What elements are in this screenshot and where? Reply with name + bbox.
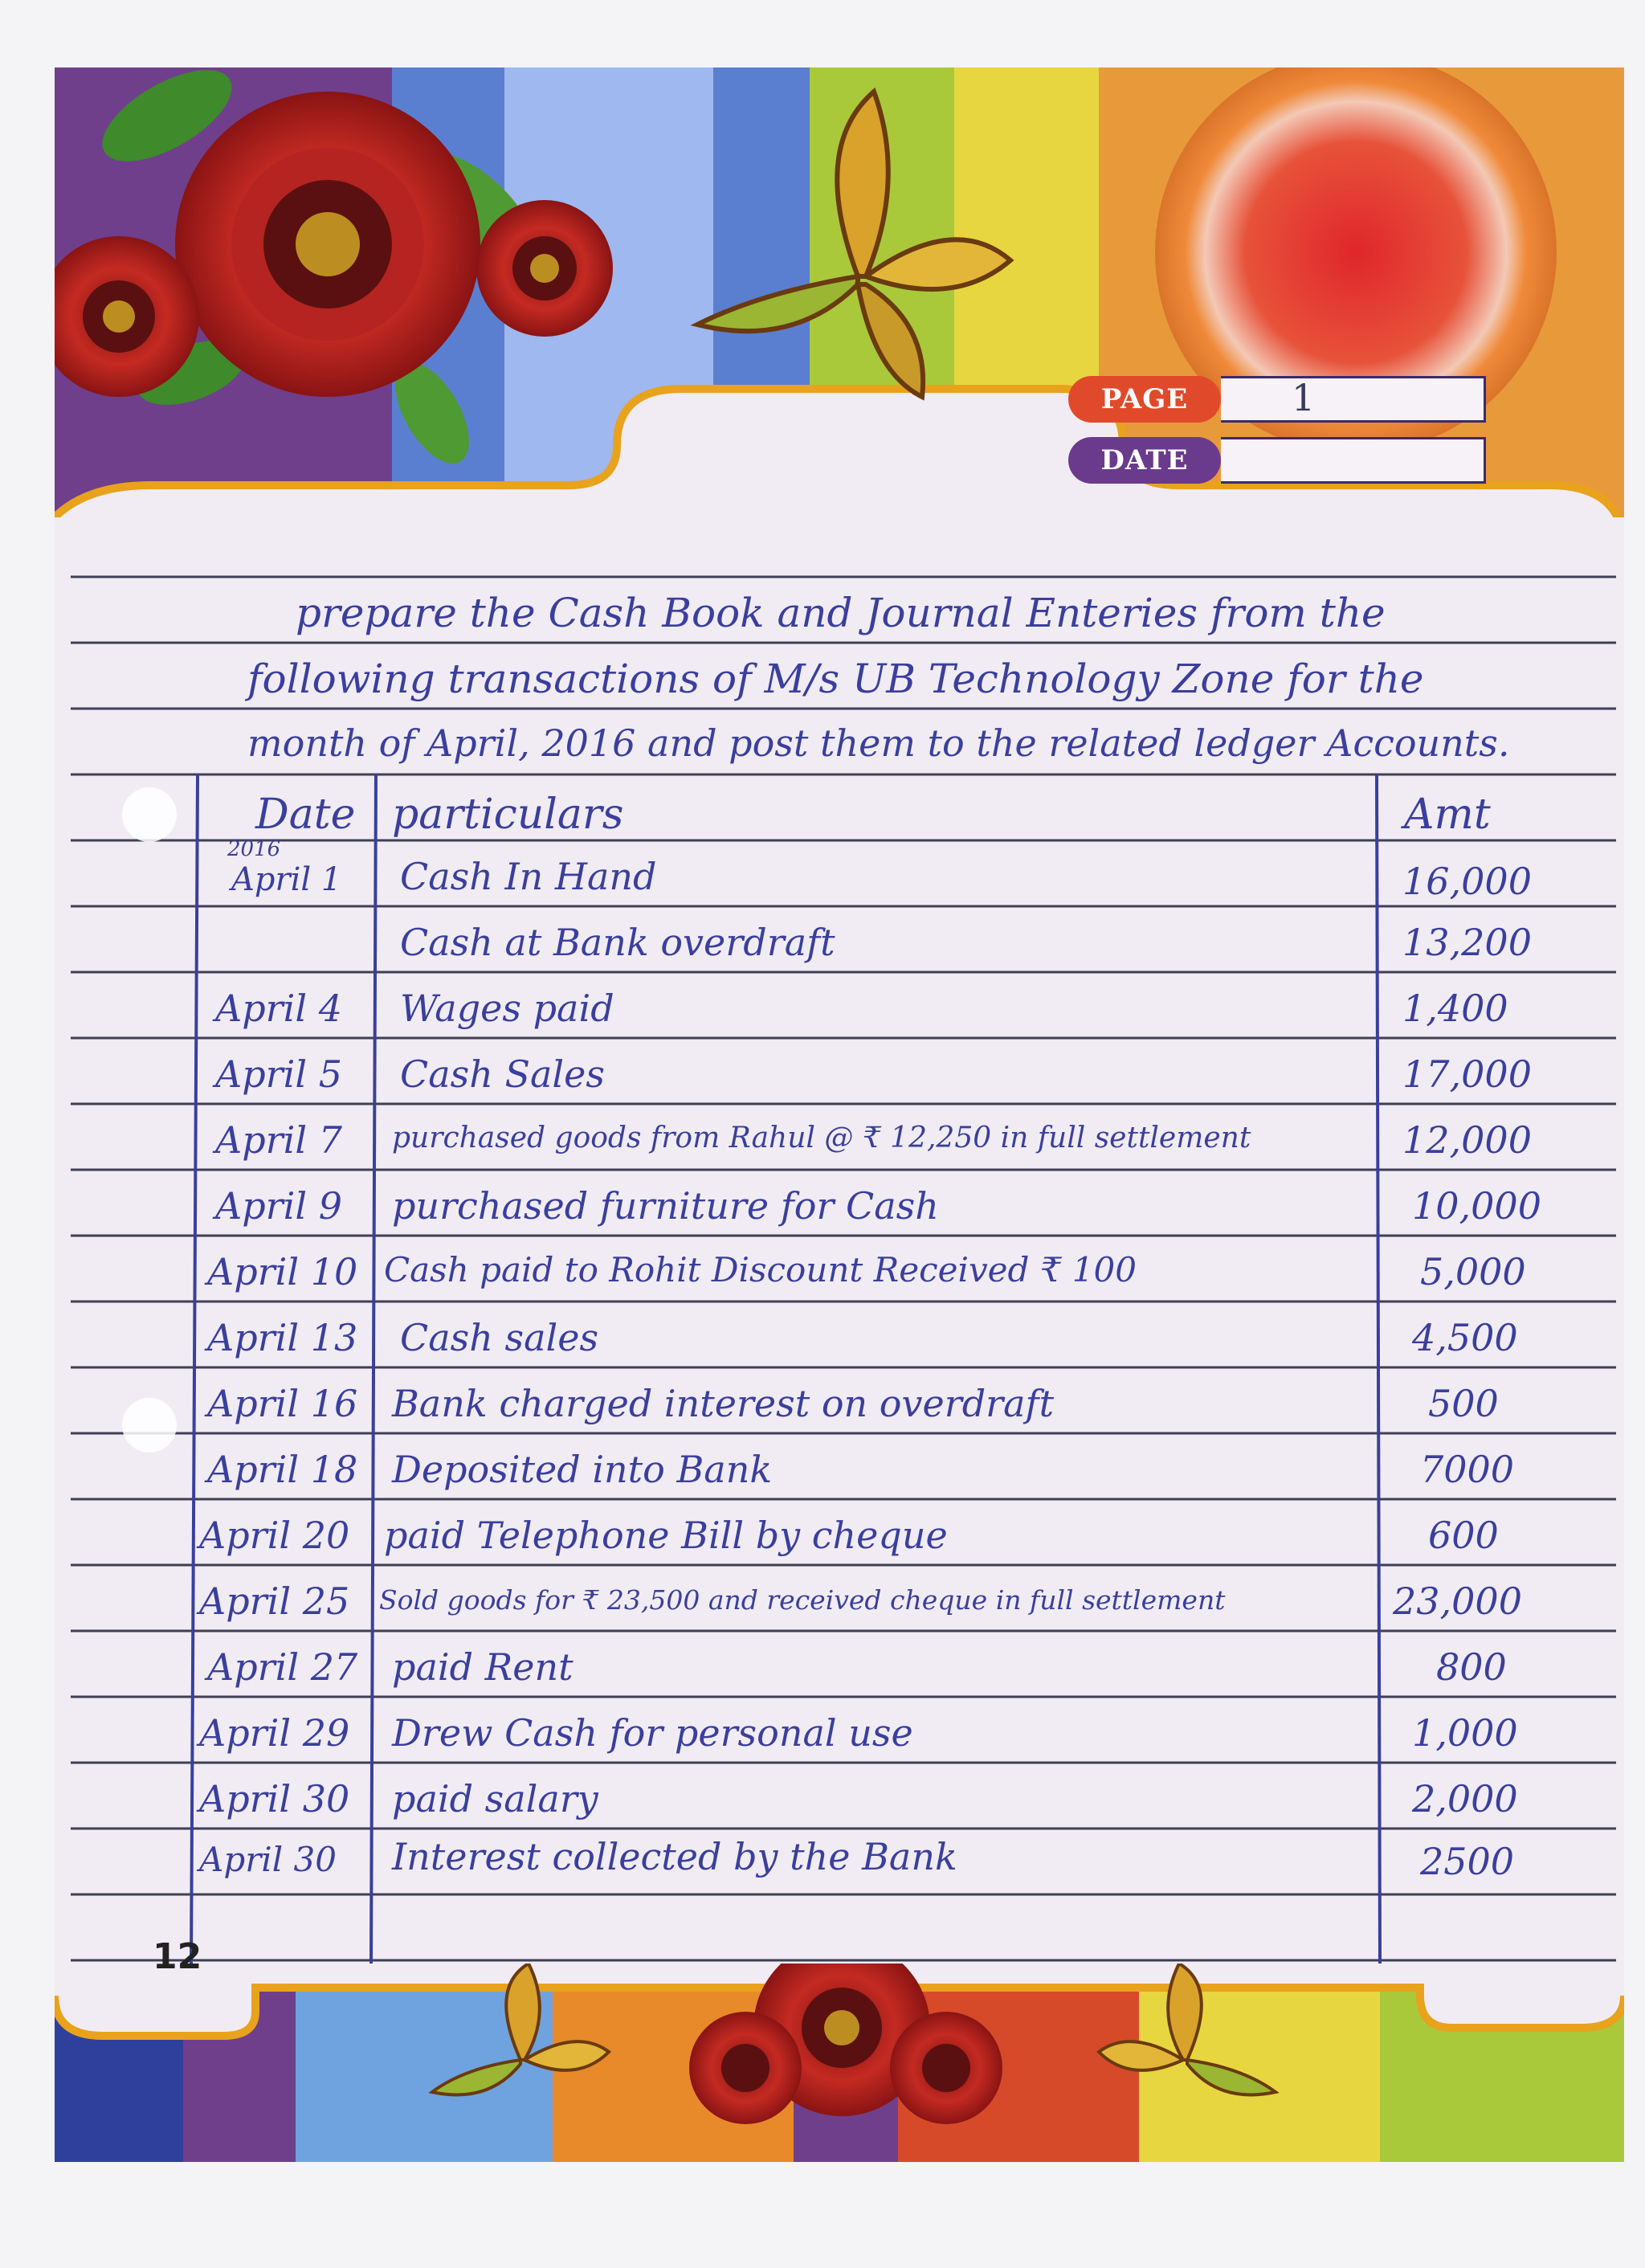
question-line-3: month of April, 2016 and post them to the related ledger Accounts. xyxy=(247,721,1510,765)
page-number-value: 1 xyxy=(1292,376,1316,419)
row-amount: 2,000 xyxy=(1412,1777,1518,1821)
row-date: April 27 xyxy=(207,1645,358,1689)
row-particulars: paid Telephone Bill by cheque xyxy=(384,1514,948,1557)
punch-hole xyxy=(122,787,177,842)
row-amount: 600 xyxy=(1428,1514,1499,1557)
row-date: April 13 xyxy=(207,1316,358,1359)
row-particulars: Drew Cash for personal use xyxy=(392,1711,913,1755)
row-amount: 500 xyxy=(1428,1382,1499,1425)
row-amount: 13,200 xyxy=(1402,921,1532,964)
question-line-2: following transactions of M/s UB Technology Zone for the xyxy=(247,656,1424,702)
row-amount: 7000 xyxy=(1420,1448,1515,1491)
row-date: April 18 xyxy=(207,1448,358,1491)
row-particulars: purchased furniture for Cash xyxy=(392,1184,939,1228)
row-amount: 5,000 xyxy=(1420,1250,1526,1293)
row-amount: 4,500 xyxy=(1412,1316,1518,1359)
row-amount: 10,000 xyxy=(1412,1184,1541,1228)
column-header-date: Date xyxy=(255,791,356,839)
question-line-1: prepare the Cash Book and Journal Enteries from the xyxy=(296,590,1386,636)
row-amount: 16,000 xyxy=(1402,860,1532,903)
year-label: 2016 xyxy=(227,837,281,861)
row-particulars: Interest collected by the Bank xyxy=(392,1835,957,1878)
row-particulars: Deposited into Bank xyxy=(392,1448,773,1491)
date-label: DATE xyxy=(1068,437,1221,484)
row-particulars: Cash sales xyxy=(400,1316,599,1359)
row-date: April 30 xyxy=(199,1840,337,1879)
row-amount: 17,000 xyxy=(1402,1052,1532,1096)
row-particulars: Cash at Bank overdraft xyxy=(400,921,835,964)
row-date: April 4 xyxy=(215,987,342,1030)
row-date: April 9 xyxy=(215,1184,342,1228)
notebook-page xyxy=(55,67,1624,2162)
row-particulars: Wages paid xyxy=(400,987,614,1030)
row-particulars: Cash paid to Rohit Discount Received ₹ 100 xyxy=(384,1250,1137,1289)
row-amount: 1,000 xyxy=(1412,1711,1518,1755)
date-field[interactable] xyxy=(1221,437,1486,484)
page-label: PAGE xyxy=(1068,376,1221,423)
row-amount: 1,400 xyxy=(1402,987,1508,1030)
row-particulars: Bank charged interest on overdraft xyxy=(392,1382,1055,1425)
row-particulars: paid Rent xyxy=(392,1645,574,1689)
printed-page-number: 12 xyxy=(153,1936,202,1977)
row-amount: 2500 xyxy=(1420,1840,1515,1883)
row-amount: 23,000 xyxy=(1393,1579,1522,1623)
row-amount: 12,000 xyxy=(1402,1118,1532,1162)
row-date: April 25 xyxy=(199,1579,350,1623)
punch-hole xyxy=(122,1398,177,1453)
page-number-field[interactable] xyxy=(1221,376,1486,423)
row-date: April 30 xyxy=(199,1777,350,1821)
row-date: April 7 xyxy=(215,1118,342,1162)
row-date: April 29 xyxy=(199,1711,350,1755)
row-amount: 800 xyxy=(1436,1645,1507,1689)
row-date: April 16 xyxy=(207,1382,358,1425)
row-particulars: Cash In Hand xyxy=(400,855,657,898)
column-header-particulars: particulars xyxy=(392,791,624,839)
row-date: April 5 xyxy=(215,1052,342,1096)
row-particulars: purchased goods from Rahul @ ₹ 12,250 in full settlement xyxy=(392,1122,1251,1154)
row-particulars: Sold goods for ₹ 23,500 and received cheque in full settlement xyxy=(379,1584,1226,1616)
row-date: April 10 xyxy=(207,1250,358,1293)
row-particulars: Cash Sales xyxy=(400,1052,605,1096)
row-date: April 20 xyxy=(199,1514,350,1557)
column-header-amount: Amt xyxy=(1404,791,1491,839)
row-particulars: paid salary xyxy=(392,1777,598,1821)
row-date: April 1 xyxy=(231,861,342,898)
